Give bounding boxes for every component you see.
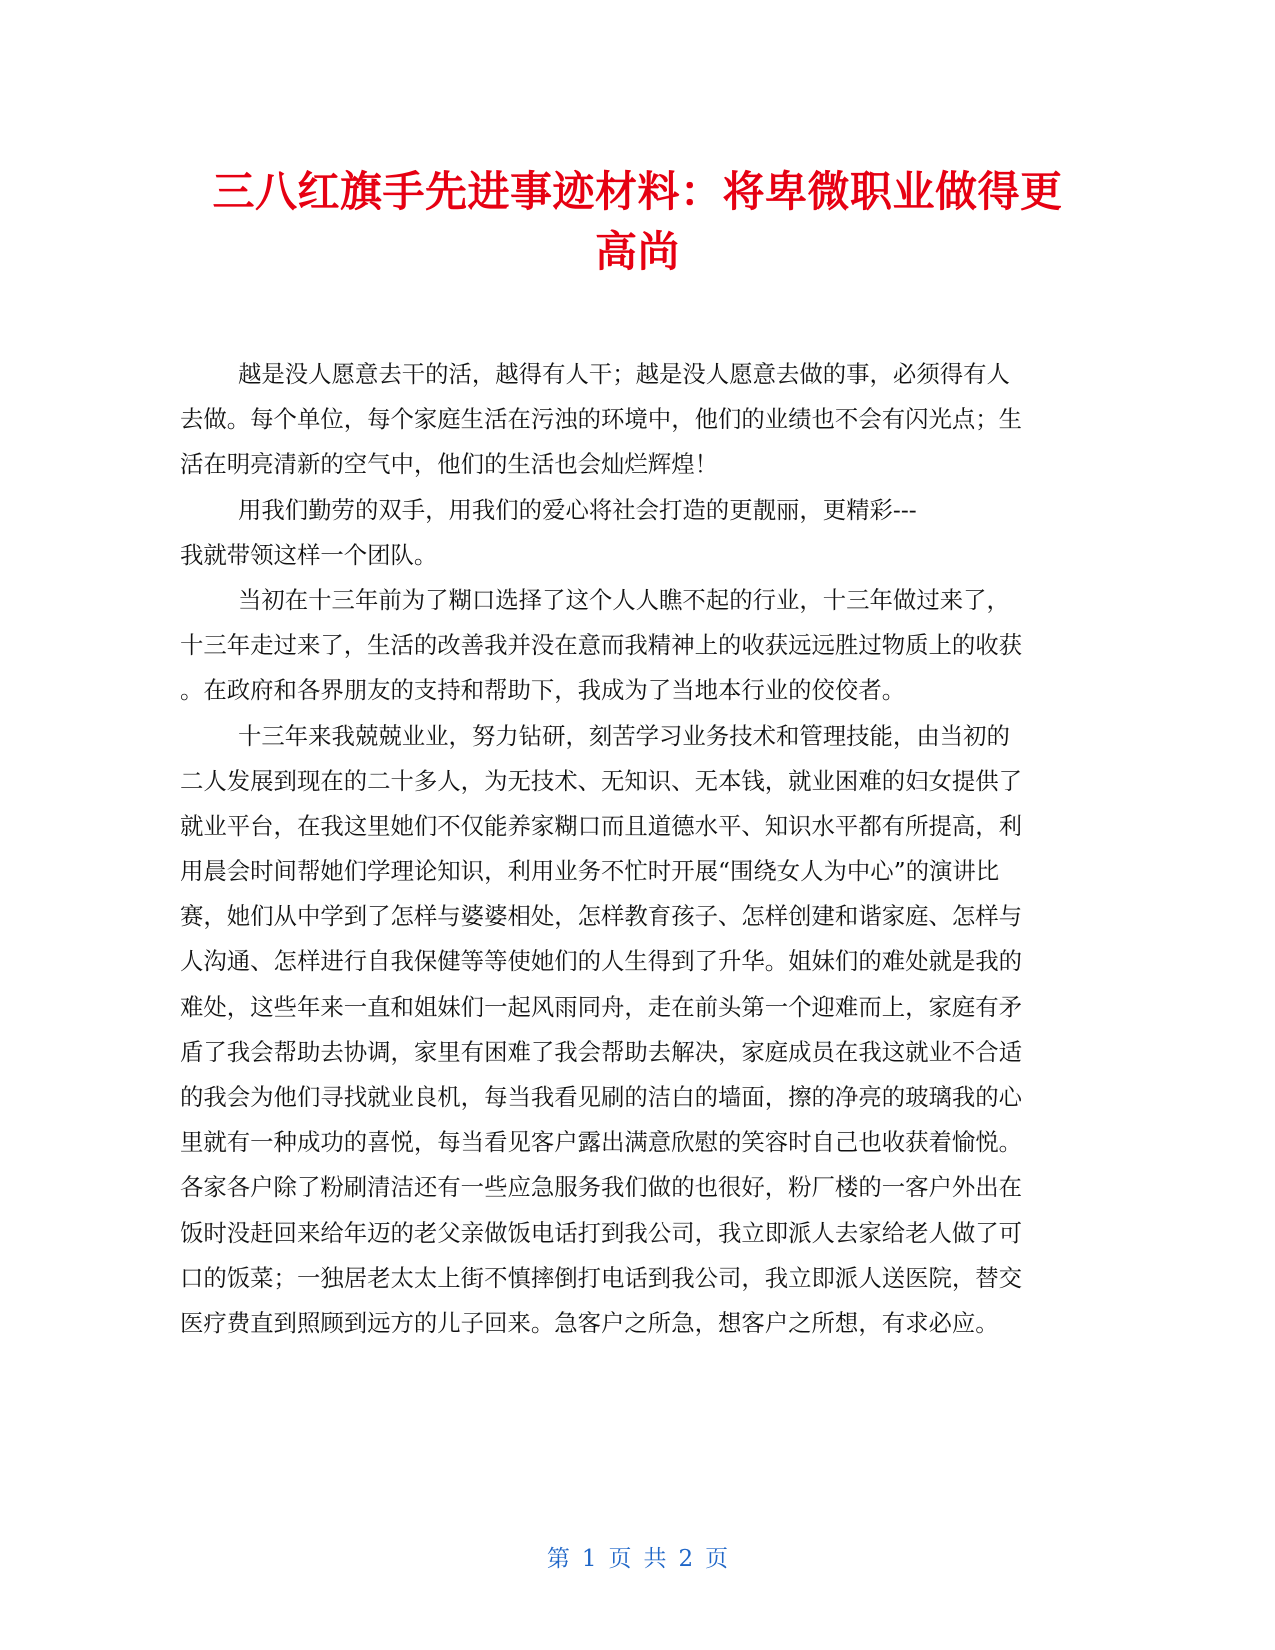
text-line: 去做。每个单位，每个家庭生活在污浊的环境中，他们的业绩也不会有闪光点；生 (180, 405, 1023, 434)
title-line-2: 高尚 (594, 227, 680, 276)
footer-prefix: 第 (546, 1546, 570, 1572)
text-line: 各家各户除了粉刷清洁还有一些应急服务我们做的也很好，粉厂楼的一客户外出在 (180, 1173, 1023, 1202)
text-line: 难处，这些年来一直和姐妹们一起风雨同舟，走在前头第一个迎难而上，家庭有矛 (180, 992, 1023, 1021)
text-line: 里就有一种成功的喜悦，每当看见客户露出满意欣慰的笑容时自己也收获着愉悦。 (180, 1128, 1023, 1157)
paragraph-3 (180, 578, 1095, 714)
text-line: 赛，她们从中学到了怎样与婆婆相处，怎样教育孩子、怎样创建和谐家庭、怎样与 (180, 902, 1023, 931)
text-line: 口的饭菜；一独居老太太上街不慎摔倒打电话到我公司，我立即派人送医院，替交 (180, 1263, 1023, 1292)
paragraph-4 (180, 714, 1095, 1347)
title-line-1: 三八红旗手先进事迹材料：将卑微职业做得更 (212, 167, 1063, 216)
text-line: 饭时没赶回来给年迈的老父亲做饭电话打到我公司，我立即派人去家给老人做了可 (180, 1218, 1023, 1247)
text-line: 盾了我会帮助去协调，家里有困难了我会帮助去解决，家庭成员在我这就业不合适 (180, 1037, 1023, 1066)
text-line: 二人发展到现在的二十多人，为无技术、无知识、无本钱，就业困难的妇女提供了 (180, 766, 1023, 795)
paragraph-2 (180, 488, 1095, 578)
document-body (180, 352, 1095, 1346)
footer-total-pages: 2 (678, 1546, 694, 1572)
text-line: 用我们勤劳的双手，用我们的爱心将社会打造的更靓丽，更精彩--- (238, 495, 917, 524)
text-line: 活在明亮清新的空气中，他们的生活也会灿烂辉煌！ (180, 450, 718, 479)
text-line: 越是没人愿意去干的活，越得有人干；越是没人愿意去做的事，必须得有人 (238, 360, 1010, 388)
footer-total-label: 共 (643, 1546, 667, 1572)
footer-current-page: 1 (581, 1546, 597, 1572)
text-line: 我就带领这样一个团队。 (180, 540, 438, 569)
footer-page-unit: 页 (608, 1546, 632, 1572)
text-line: 就业平台，在我这里她们不仅能养家糊口而且道德水平、知识水平都有所提高，利 (180, 811, 1023, 840)
text-line: 。在政府和各界朋友的支持和帮助下，我成为了当地本行业的佼佼者。 (180, 676, 906, 705)
document-title (180, 162, 1095, 282)
paragraph-1 (180, 352, 1095, 488)
text-line: 十三年走过来了，生活的改善我并没在意而我精神上的收获远远胜过物质上的收获 (180, 631, 1023, 660)
text-line: 当初在十三年前为了糊口选择了这个人人瞧不起的行业，十三年做过来了， (238, 585, 1010, 614)
text-line: 的我会为他们寻找就业良机，每当我看见刷的洁白的墙面，擦的净亮的玻璃我的心 (180, 1083, 1023, 1111)
footer-total-unit: 页 (705, 1546, 729, 1572)
page-footer (0, 1540, 1275, 1573)
text-line: 人沟通、怎样进行自我保健等等使她们的人生得到了升华。姐妹们的难处就是我的 (180, 947, 1023, 976)
text-line: 医疗费直到照顾到远方的儿子回来。急客户之所急，想客户之所想，有求必应。 (180, 1308, 999, 1337)
text-line: 十三年来我兢兢业业，努力钻研，刻苦学习业务技术和管理技能，由当初的 (238, 721, 1010, 750)
text-line: 用晨会时间帮她们学理论知识，利用业务不忙时开展“围绕女人为中心”的演讲比 (180, 857, 1000, 886)
